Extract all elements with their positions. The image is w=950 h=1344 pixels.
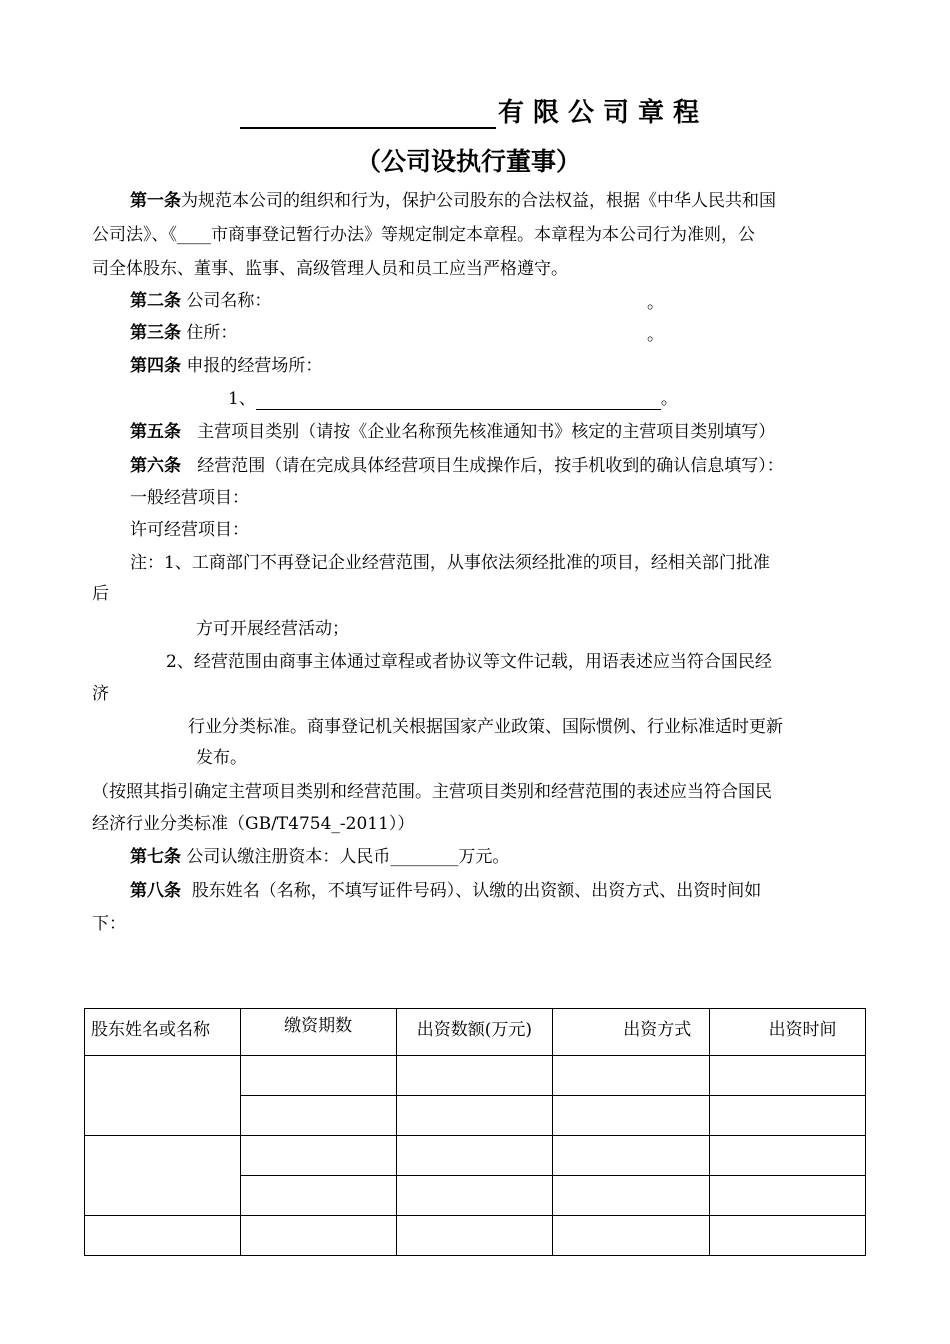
note-2-line-4: 发布。 xyxy=(196,748,247,768)
article-1-text-1: 为规范本公司的组织和行为，保护公司股东的合法权益，根据《中华人民共和国 xyxy=(181,191,776,211)
table-cell[interactable] xyxy=(396,1136,553,1176)
shareholder-cell[interactable] xyxy=(85,1056,241,1136)
shareholder-table xyxy=(84,1008,866,1256)
note-1-line-3: 方可开展经营活动； xyxy=(196,619,349,639)
title-suffix: 有限公司章程 xyxy=(498,98,709,128)
table-cell[interactable] xyxy=(240,1176,396,1216)
table-cell[interactable] xyxy=(553,1216,710,1256)
article-2-label: 第二条 xyxy=(130,291,181,311)
article-6-label: 第六条 xyxy=(130,456,181,476)
article-7 xyxy=(130,846,509,868)
note-2-line-2: 济 xyxy=(92,684,109,704)
table-cell[interactable] xyxy=(240,1056,396,1096)
article-4-label: 第四条 xyxy=(130,356,181,376)
table-row xyxy=(85,1136,866,1176)
article-5-label: 第五条 xyxy=(130,422,181,442)
header-contribution-amount: 出资数额(万元) xyxy=(396,1009,553,1056)
table-cell[interactable] xyxy=(396,1056,553,1096)
shareholder-cell[interactable] xyxy=(85,1216,241,1256)
table-cell[interactable] xyxy=(240,1096,396,1136)
article-7-label: 第七条 xyxy=(130,847,181,867)
article-1-line-2: 公司法》、《____市商事登记暂行办法》等规定制定本章程。本章程为本公司行为准则，公 xyxy=(92,225,755,245)
table-cell[interactable] xyxy=(553,1096,710,1136)
article-8-label: 第八条 xyxy=(130,881,181,901)
table-cell[interactable] xyxy=(710,1176,866,1216)
article-2 xyxy=(130,290,271,312)
article-3-label: 第三条 xyxy=(130,323,181,343)
article-4 xyxy=(130,355,322,377)
table-cell[interactable] xyxy=(396,1216,553,1256)
header-contribution-time: 出资时间 xyxy=(710,1009,866,1056)
article-6 xyxy=(130,455,784,477)
document-title xyxy=(240,92,708,129)
table-row xyxy=(85,1056,866,1096)
guide-line-2: 经济行业分类标准（GB/T4754_-2011）） xyxy=(92,814,415,834)
address-label: 住所： xyxy=(186,323,238,343)
shareholder-cell[interactable] xyxy=(85,1136,241,1216)
table-cell[interactable] xyxy=(710,1096,866,1136)
header-shareholder-name: 股东姓名或名称 xyxy=(85,1009,241,1056)
article-8-line-2: 下： xyxy=(92,914,126,934)
header-payment-period: 缴资期数 xyxy=(240,1009,396,1056)
table-cell[interactable] xyxy=(553,1056,710,1096)
general-items-label: 一般经营项目： xyxy=(130,488,249,508)
table-cell[interactable] xyxy=(553,1176,710,1216)
article-1-label: 第一条 xyxy=(130,191,181,211)
article-2-end: 。 xyxy=(647,293,664,313)
table-header-row xyxy=(85,1009,866,1056)
table-cell[interactable] xyxy=(553,1136,710,1176)
table-row xyxy=(85,1216,866,1256)
licensed-items-label: 许可经营项目： xyxy=(130,520,249,540)
table-cell[interactable] xyxy=(396,1176,553,1216)
guide-line-1: （按照其指引确定主营项目类别和经营范围。主营项目类别和经营范围的表述应当符合国民 xyxy=(92,782,772,802)
article-1-line-3: 司全体股东、董事、监事、高级管理人员和员工应当严格遵守。 xyxy=(92,259,568,279)
business-premises-label: 申报的经营场所： xyxy=(186,356,323,376)
article-5-text: 主营项目类别（请按《企业名称预先核准通知书》核定的主营项目类别填写） xyxy=(197,422,776,442)
table-cell[interactable] xyxy=(710,1216,866,1256)
article-3-end: 。 xyxy=(647,325,664,345)
article-5 xyxy=(130,421,775,443)
article-8-line-1 xyxy=(130,880,761,902)
article-3 xyxy=(130,322,237,344)
premises-blank xyxy=(256,391,661,410)
table-cell[interactable] xyxy=(710,1136,866,1176)
company-name-blank xyxy=(240,101,496,129)
note-2-line-3: 行业分类标准。商事登记机关根据国家产业政策、国际惯例、行业标准适时更新 xyxy=(188,717,783,737)
article-1-line-1 xyxy=(130,190,776,212)
table-cell[interactable] xyxy=(710,1056,866,1096)
item-end: 。 xyxy=(660,389,678,409)
company-name-label: 公司名称： xyxy=(186,291,272,311)
article-8-text: 股东姓名（名称，不填写证件号码）、认缴的出资额、出资方式、出资时间如 xyxy=(191,881,762,901)
note-2-line-1: 2、经营范围由商事主体通过章程或者协议等文件记载，用语表述应当符合国民经 xyxy=(166,652,772,672)
note-1-line-1: 注：1、工商部门不再登记企业经营范围，从事依法须经批准的项目，经相关部门批准 xyxy=(130,553,770,573)
header-contribution-method: 出资方式 xyxy=(553,1009,710,1056)
article-7-text: 公司认缴注册资本：人民币________万元。 xyxy=(186,847,510,867)
article-4-item-1 xyxy=(228,388,678,410)
note-1-line-2: 后 xyxy=(92,584,109,604)
document-subtitle: （公司设执行董事） xyxy=(356,147,582,176)
item-number: 1、 xyxy=(228,389,256,409)
table-cell[interactable] xyxy=(240,1216,396,1256)
table-cell[interactable] xyxy=(396,1096,553,1136)
article-6-text: 经营范围（请在完成具体经营项目生成操作后，按手机收到的确认信息填写）： xyxy=(197,456,784,476)
table-cell[interactable] xyxy=(240,1136,396,1176)
